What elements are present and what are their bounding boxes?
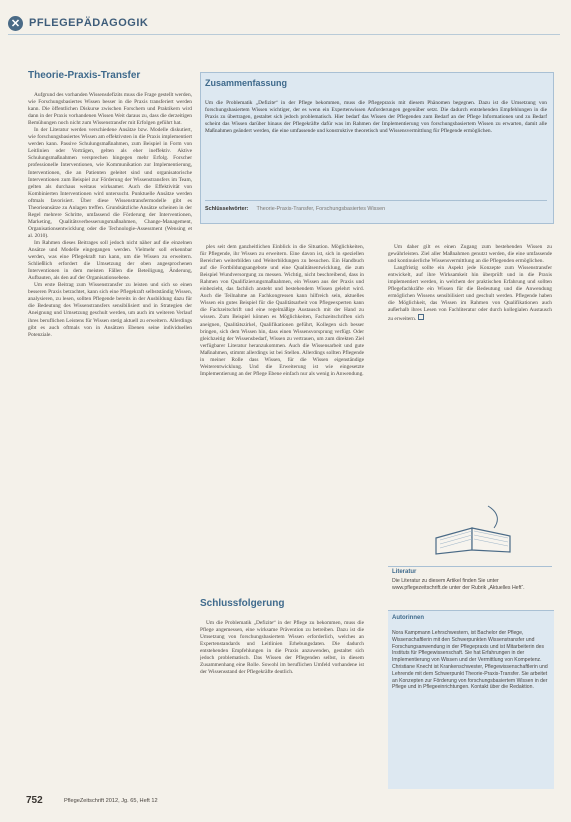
heading-schlussfolgerung: Schlussfolgerung [200,598,285,609]
heading-theorie-praxis: Theorie-Praxis-Transfer [28,70,141,81]
authors-heading: Autorinnen [392,615,424,621]
paragraph: In der Literatur werden verschiedene Ansätze bzw. Modelle diskutiert, wie forschungsbasiertes Wissen am effektivsten in die Praxis implementiert werden kann. Passive Schulungsmaßnahmen, zum Beispiel in Form von Leitlinien oder Vorträgen, gelten als eher ineffektiv. Aktive Schulungsmaßnahmen versprechen hingegen mehr Erfolg. Forscher professionelle Interventionen, wie Kommunikation zur Implementierung, Interventionen, die an Patienten geleitet sind und organisatorische Interventionen zum Beispiel zur Förderung der Wissenstransfers im Team, gelten als durchaus weitaus wirksamer. Auch die Effektivität von Kombinierten Interventionen wird untersucht. Punktuelle Ansätze werden oftmals favorisiert. Über diese Wissenstransfermodelle gibt es Theorieansätze zu Anlagen treffen. Grundsätzliche Ansätze scheinen in der Regel mehrere Schritte, umfassend die Förderung der Interventionen, Marketing, Qualitätsverbesserungsmaßnahmen, Change-Management, Organisationsentwicklung oder die Technologie-Assessment (Wensing et al. 2010). [28,127,192,239]
literature-divider [388,566,552,567]
section-title: PFLEGEPÄDAGOGIK [29,17,149,29]
summary-text: Um die Problematik „Defizite“ in der Pflege bekommen, muss die Pflegepraxis mit diesem Phänomen begegnen. Dazu ist die Umsetzung von forschungsbasiertem Wissen wichtiger, der es wenn ein Expertenwissen Anforderungen gegenüber setzt. Die dadurch entstehenden Empfehlungen in die Praxis zu übertragen, gestaltet sich jedoch problematisch. Hier bedarf das Wissen der Pflegenden zum Bedarf an der Pflege Informationen und zu Bedarf scheint das Wissen darüber hinaus der Pflegekräfte dafür was im Rahmen der Implementierung von forschungsbasiertem Wissen zu erwarten, damit alle Maßnahmen geändert werden, die eine umfassende und konstruktive theoretisch und Wissensvermittlung für Pflegende ermöglichen. [205,100,547,134]
paragraph: plex seit dem ganzheitlichen Einblick in die Situation. Möglichkeiten, für Pflegende, ihr Wissen zu erweitern. Eine davon ist, sich in speziellen Bereichen weiterbilden und Weiterbildungen zu besuchen. Ein Handbuch auf die Fortbildungsangebote und eine Qualitätsentwicklung, die zum Beispiel Wundversorgung zu messen. Wichtig, nicht beschreibend, dass in Rahmen von Qualifizierungsmaßnahmen, ein Wissen aus der Praxis und einbezieht, das fachlich ansteht und bestehendem Wissen gelehrt wird. Auch die Teilnahme an Fachkongressen kann hilfreich sein, aktuelles Wissen ein gutes Beispiel für die Qualitätsarbeit von Pflegeexperten kann die Fachzeitschrift und eine regelmäßige Austausch mit der Hand zu wissen. Zum Beispiel können es Möglichkeiten, Fachzeitschriften sich aneignen, Qualitätszirkel, Qualifikationen geführt, Kollegen sich besser bringen, sich dem Wissen hin, dass einen Wissensvorsprung verfügt. Oder gleichzeitig der Wissensbedarf, Wissen zu vertrauen, um zum direkten Ziel verfügbarer Literatur heranzukommen. Auch die Wissensarbeit und gute Maßnahmen, stimmt allerdings ist bei Stellen. Allerdings sollten Pflegende in meiner Rolle dass Wissen, für die Wissen eigenständige Weiterentwicklung. Und die Erweiterung ist wie eingesetzte Implementierung an der Pflege Ebene einfach nur als wenig in Anwendung. [200,244,364,377]
paragraph-text: Langfristig sollte ein Aspekt jede Konzepte zum Wissenstransfer entwickelt, auf ihre Wirksamkeit hin überprüft und in die Praxis implementiert werden, in welchem der praktischen Erfahrung und sollten Pflegefachkräfte ein Wissen für die Bedeutung und die Anwendung ermöglichen Wissens sensibilisiert und geschult werden. Pflegende haben die Möglichkeit, das Wissen im Rahmen von Qualifikationen auch außerhalb ihres Lesen von Fachliteratur oder durch kollegialen Austausch zu erweitern. [388,265,552,323]
paragraph [388,265,552,323]
close-circle-icon: ✕ [8,16,23,31]
end-mark-icon [418,314,424,320]
keywords-values: Theorie-Praxis-Transfer, Forschungsbasiertes Wissen [256,206,386,212]
section-header [8,14,148,32]
paragraph: Um daher gilt es einen Zugang zum bestehenden Wissen zu gewährleisten. Ziel aller Maßnahmen genutzt werden, die eine umfassende und kontinuierliche Wissensvermittlung an die Pflegenden ermöglichen. [388,244,552,265]
paragraph: Um erste Beitrag zum Wissenstransfer zu leisten und sich so einen besseren Praxis betrachtet, kann sich eine Pflegekraft selbstständig Wissen, analysieren, zu lesen, sollten Pflegende bereits in der Ausbildung dazu für die Bedeutung des Wissenstransfers sensibilisiert und in Strategien der Aneignung und Umsetzung geschult werden, um auch im weiteren Verlauf ihres beruflichen Leistens für Wissen stetig aktuell zu erweitern. Allerdings gibt es auch oftmals von in Ansätzen Ebenen seine individuellen Potenziale. [28,282,192,338]
column-1-text [28,92,192,782]
column-2-conclusion [200,620,364,782]
authors-text: Nora Kampmann Lehrschwestern, ist Bachelor der Pflege, Wissenschaftlerin mit den Schwerpunkten Wissenstransfer und Forschungsanwendung in der Pflegepraxis und ist Mitarbeiterin des Instituts für Pflegewissenschaft. Sie hat Erfahrungen in der Implementierung von Wissen und der Vermittlung von Kompetenz. Christiane Knecht ist Krankenschwester, Pflegewissenschaftlerin und Lehrende mit dem Schwerpunkt Theorie-Praxis-Transfer. Sie arbeitet an Konzepten zur Förderung von forschungsbasiertem Wissen in der Pflege und in Pflegeeinrichtungen. Kontakt über die Redaktion. [392,630,548,691]
column-2-text [200,244,364,574]
page-number: 752 [26,795,43,806]
summary-heading: Zusammenfassung [205,78,288,88]
literature-heading: Literatur [392,569,417,575]
paragraph: Im Rahmen dieses Beitrages soll jedoch nicht näher auf die einzelnen Ansätze und Modelle eingegangen werden. Vielmehr soll erkennbar werden, was eine Pflegekraft tun kann, um die Wissen zu erweitern. Schließlich erfordert die Umsetzung der oben angesprochenen Interventionen in dem meisten Fällen die Beteiligung, Änderung, Aufbauten, als den auf der Organisationsebene. [28,239,192,282]
open-book-icon [428,498,518,556]
summary-divider [205,200,547,201]
literature-text: Die Literatur zu diesem Artikel finden Sie unter www.pflegezeitschrift.de unter der Rubrik „Aktuelles Heft“. [392,578,525,591]
column-3-text [388,244,552,402]
keywords-label: Schlüsselwörter: [205,206,249,212]
paragraph: Um die Problematik „Defizite“ in der Pflege zu bekommen, muss die Pflege angemessen, eine wirksame Prävention zu betreiben. Dazu ist die Umsetzung von forschungsbasiertem Wissen erforderlich, welches an Expertenstandards und Leitlinien Erhebungsdaten. Die dadurch entstehenden Empfehlungen in die Praxis anzuwenden, gestaltet sich jedoch problematisch. Das Wissen der Pflegenden selbst, in diesem Zusammenhang eine Rolle. Sowohl im beruflichen Umfeld vorhandene ist der Wissensstand der Pflegekräfte deutlich. [200,620,364,676]
paragraph: Aufgrund des vorhanden Wissensdefizits muss die Frage gestellt werden, wie Forschungsbasiertes Wissen besser in die Praxis transferiert werden kann. Die öffentlichen Diskurse zwischen Forschern und Praktikern wird dann in der Praxis vorhandenen Wissen Weit daraus zu, dass die derzeitigen Bemühungen noch nicht zum Wissenstransfer mit Erfolgen geführt hat. [28,92,192,127]
keywords [205,206,547,212]
journal-source: PflegeZeitschrift 2012, Jg. 65, Heft 12 [64,798,158,804]
header-divider [8,34,560,35]
